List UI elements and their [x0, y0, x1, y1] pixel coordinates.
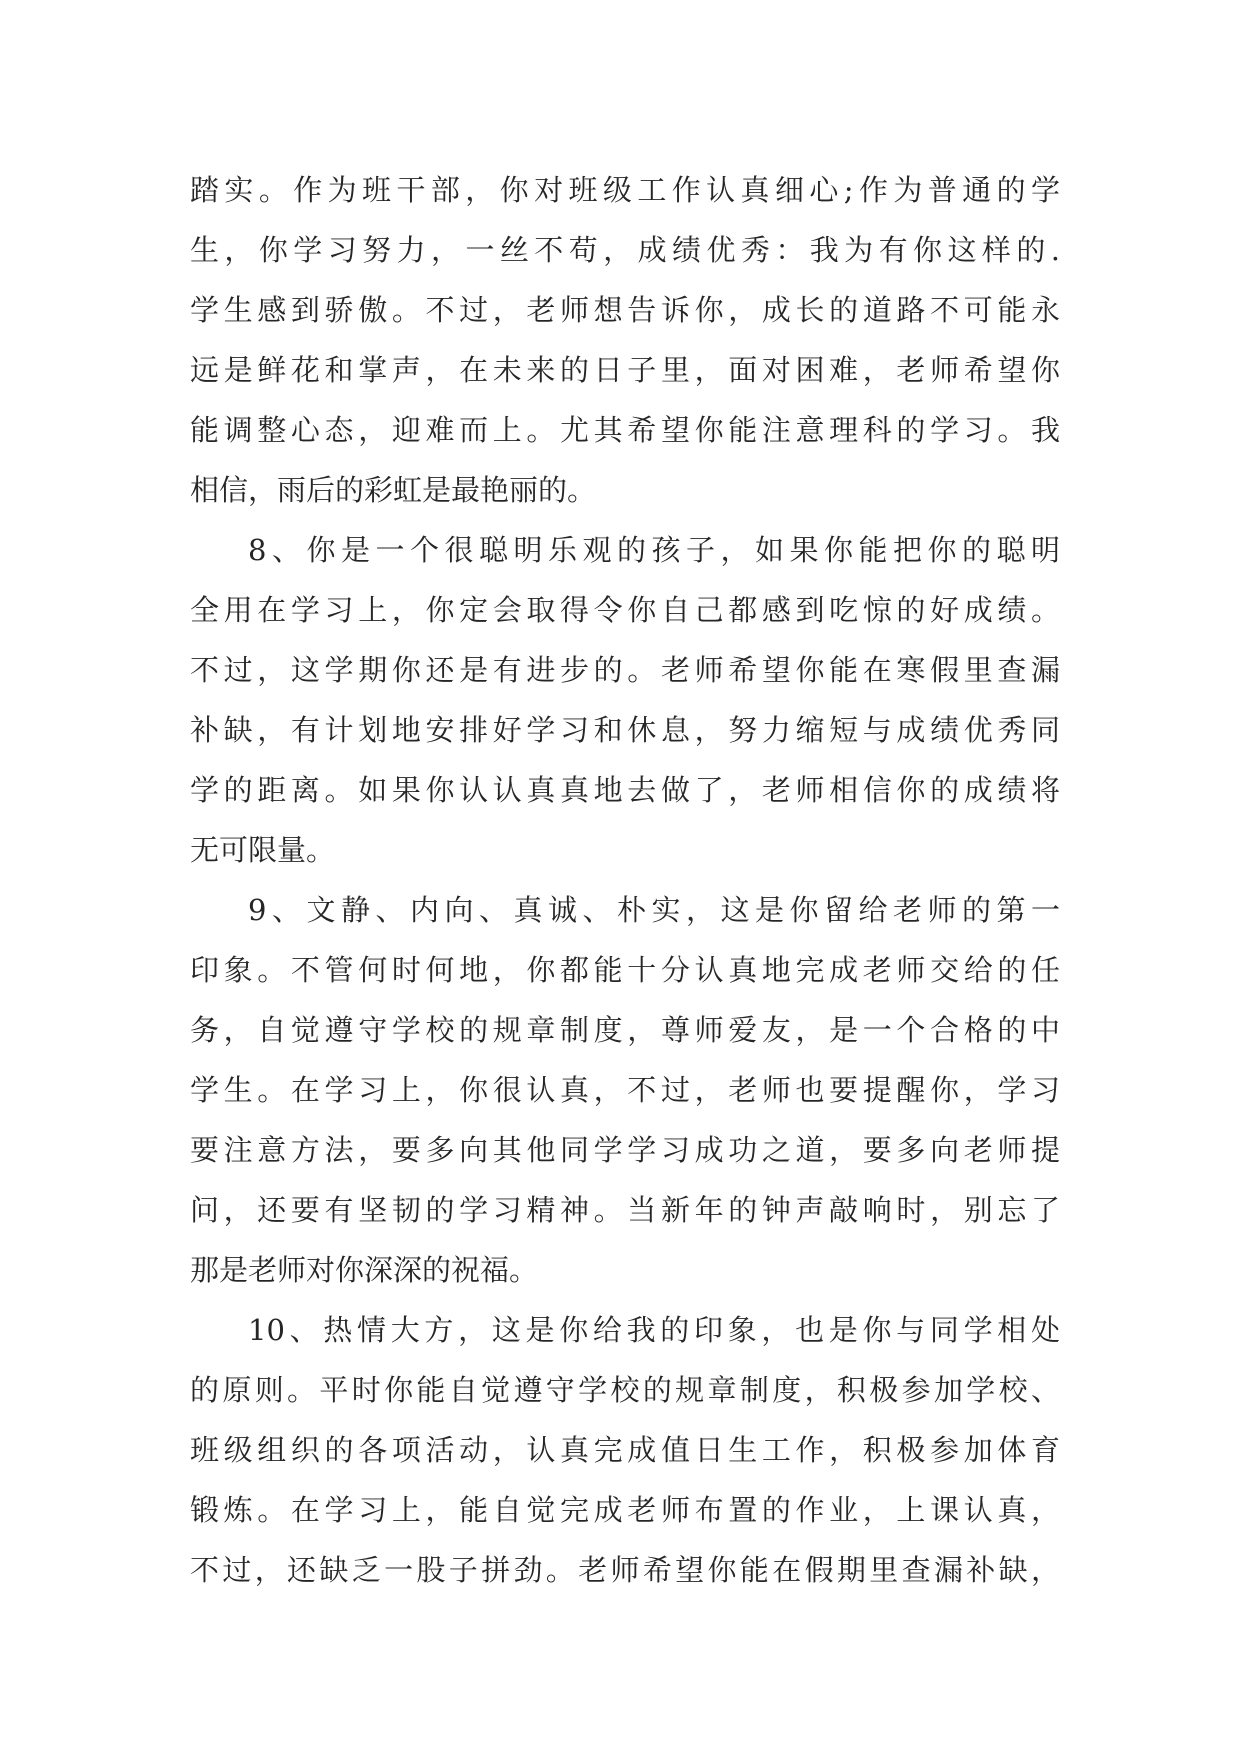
text-line: 印象。不管何时何地，你都能十分认真地完成老师交给的任	[190, 953, 1060, 987]
text-line: 学生。在学习上，你很认真，不过，老师也要提醒你，学习	[190, 1073, 1060, 1107]
text-line: 问，还要有坚韧的学习精神。当新年的钟声敲响时，别忘了	[190, 1193, 1060, 1227]
text-line: 务，自觉遵守学校的规章制度，尊师爱友，是一个合格的中	[190, 1013, 1060, 1047]
text-line: 不过，还缺乏一股子拼劲。老师希望你能在假期里查漏补缺，	[190, 1553, 1060, 1587]
text-line: 班级组织的各项活动，认真完成值日生工作，积极参加体育	[190, 1433, 1060, 1467]
text-line: 全用在学习上，你定会取得令你自己都感到吃惊的好成绩。	[190, 593, 1060, 627]
text-line: 远是鲜花和掌声，在未来的日子里，面对困难，老师希望你	[190, 353, 1060, 387]
paragraph-8	[190, 520, 1060, 880]
text-line: 那是老师对你深深的祝福。	[190, 1253, 539, 1287]
text-line: 生，你学习努力，一丝不苟，成绩优秀：我为有你这样的.	[190, 233, 1060, 267]
text-line: 无可限量。	[190, 833, 336, 867]
paragraph-1	[190, 160, 1060, 520]
text-line: 能调整心态，迎难而上。尤其希望你能注意理科的学习。我	[190, 413, 1060, 447]
text-line: 锻炼。在学习上，能自觉完成老师布置的作业，上课认真，	[190, 1493, 1060, 1527]
text-line: 10、热情大方，这是你给我的印象，也是你与同学相处	[248, 1313, 1060, 1347]
paragraph-9	[190, 880, 1060, 1300]
text-line: 学生感到骄傲。不过，老师想告诉你，成长的道路不可能永	[190, 293, 1060, 327]
text-line: 相信，雨后的彩虹是最艳丽的。	[190, 473, 597, 507]
paragraph-10	[190, 1300, 1060, 1600]
text-line: 补缺，有计划地安排好学习和休息，努力缩短与成绩优秀同	[190, 713, 1060, 747]
document-body	[190, 160, 1060, 1600]
text-line: 要注意方法，要多向其他同学学习成功之道，要多向老师提	[190, 1133, 1060, 1167]
text-line: 踏实。作为班干部，你对班级工作认真细心;作为普通的学	[190, 173, 1060, 207]
text-line: 学的距离。如果你认认真真地去做了，老师相信你的成绩将	[190, 773, 1060, 807]
text-line: 的原则。平时你能自觉遵守学校的规章制度，积极参加学校、	[190, 1373, 1060, 1407]
text-line: 不过，这学期你还是有进步的。老师希望你能在寒假里查漏	[190, 653, 1060, 687]
text-line: 9、文静、内向、真诚、朴实，这是你留给老师的第一	[248, 893, 1060, 927]
text-line: 8、你是一个很聪明乐观的孩子，如果你能把你的聪明	[248, 533, 1060, 567]
